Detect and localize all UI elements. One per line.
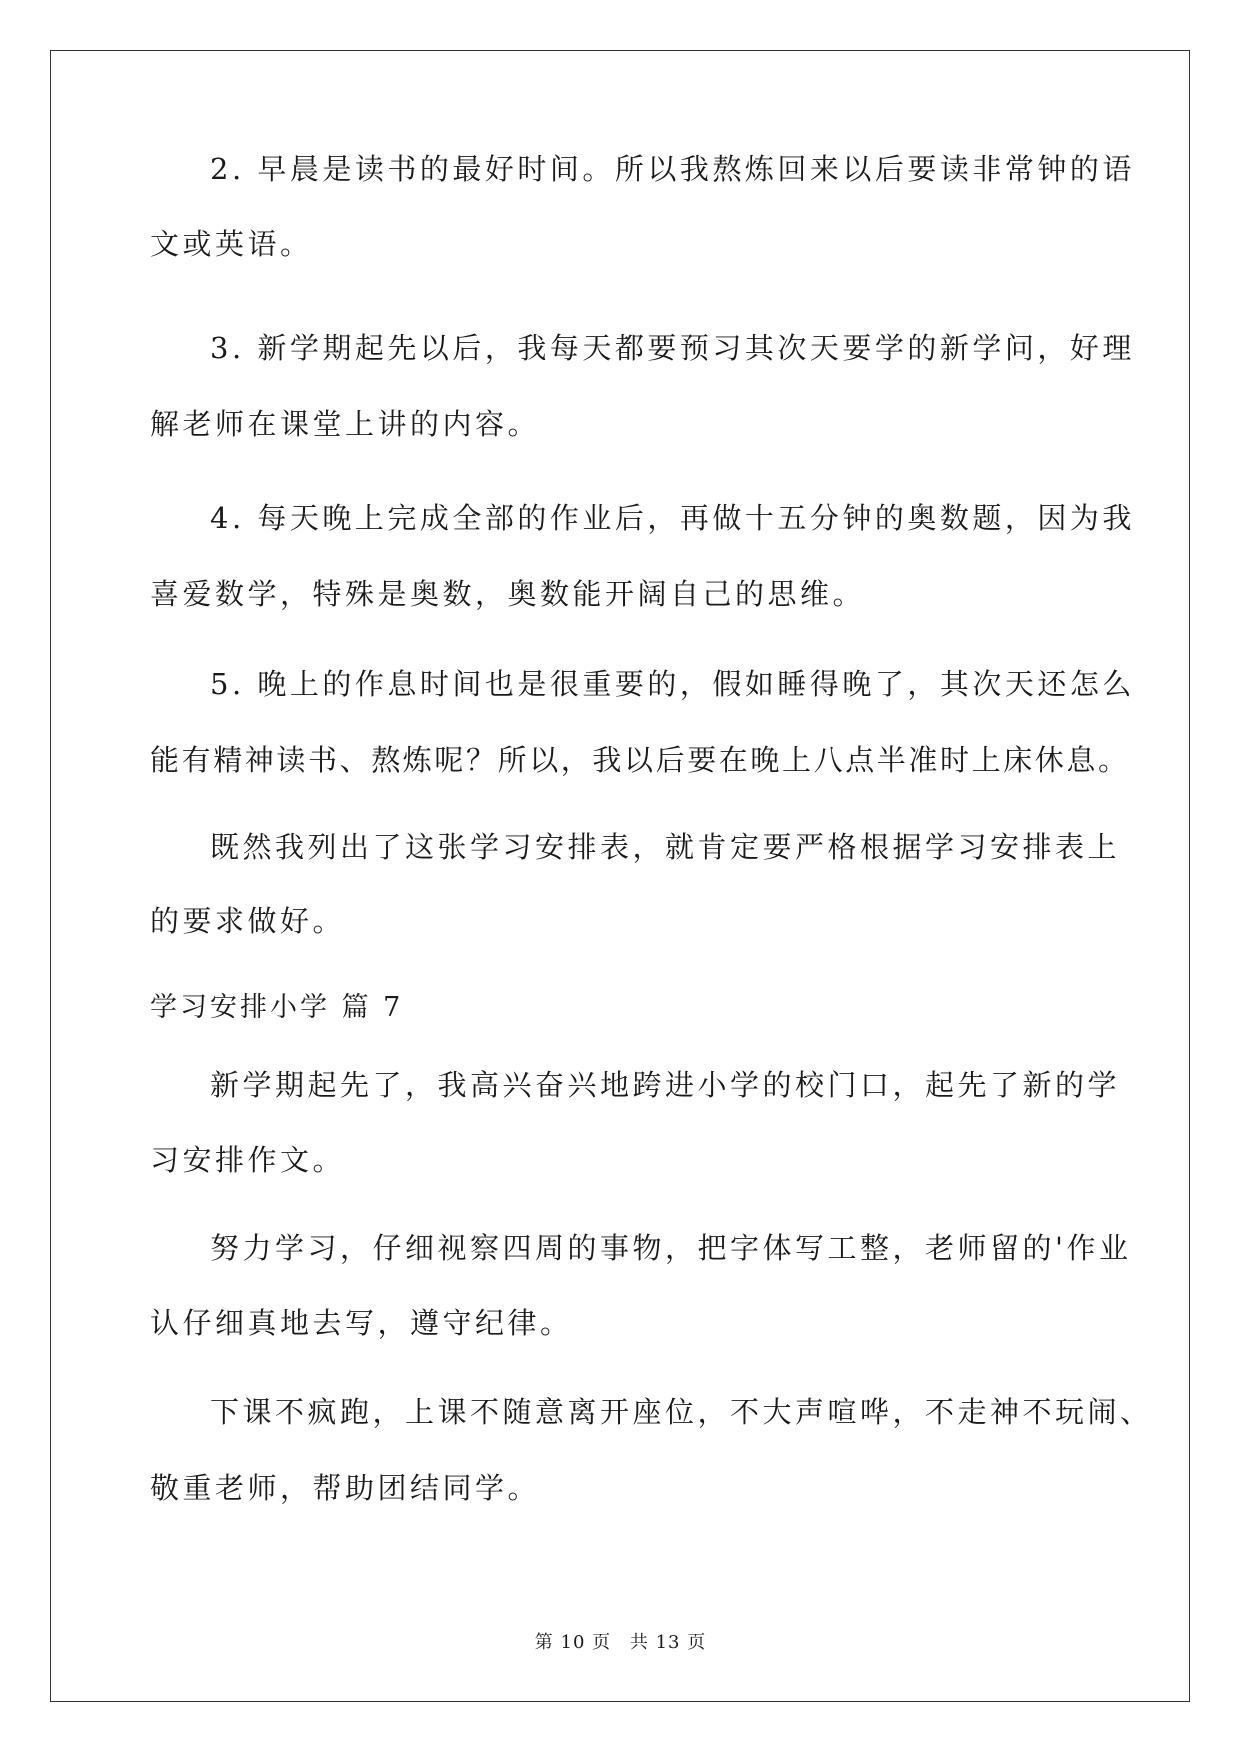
paragraph-line: 4. 每天晚上完成全部的作业后，再做十五分钟的奥数题，因为我 — [210, 501, 1135, 535]
paragraph-line: 的要求做好。 — [150, 904, 346, 938]
paragraph-line: 习安排作文。 — [150, 1143, 346, 1177]
paragraph-line: 2. 早晨是读书的最好时间。所以我熬炼回来以后要读非常钟的语 — [210, 152, 1135, 186]
paragraph-line: 5. 晚上的作息时间也是很重要的，假如睡得晚了，其次天还怎么 — [210, 667, 1135, 701]
paragraph-line: 认仔细真地去写，遵守纪律。 — [150, 1306, 573, 1340]
paragraph-line: 新学期起先了，我高兴奋兴地跨进小学的校门口，起先了新的学 — [210, 1068, 1121, 1102]
paragraph-line: 喜爱数学，特殊是奥数，奥数能开阔自己的思维。 — [150, 577, 866, 611]
section-heading: 学习安排小学 篇 7 — [150, 992, 404, 1023]
page-number: 第 10 页 — [534, 1632, 612, 1653]
paragraph-line: 努力学习，仔细视察四周的事物，把字体写工整，老师留的'作业 — [210, 1231, 1132, 1265]
page-footer — [0, 1628, 1241, 1654]
page-total: 共 13 页 — [629, 1632, 707, 1653]
paragraph-line: 文或英语。 — [150, 227, 313, 261]
paragraph-line: 下课不疯跑，上课不随意离开座位，不大声喧哗，不走神不玩闹、 — [210, 1395, 1153, 1429]
page-border — [50, 50, 1190, 1702]
paragraph-line: 敬重老师，帮助团结同学。 — [150, 1471, 541, 1505]
paragraph-line: 3. 新学期起先以后，我每天都要预习其次天要学的新学问，好理 — [210, 331, 1135, 365]
paragraph-line: 既然我列出了这张学习安排表，就肯定要严格根据学习安排表上 — [210, 830, 1121, 864]
paragraph-line: 能有精神读书、熬炼呢？所以，我以后要在晚上八点半准时上床休息。 — [150, 743, 1130, 777]
paragraph-line: 解老师在课堂上讲的内容。 — [150, 407, 541, 441]
